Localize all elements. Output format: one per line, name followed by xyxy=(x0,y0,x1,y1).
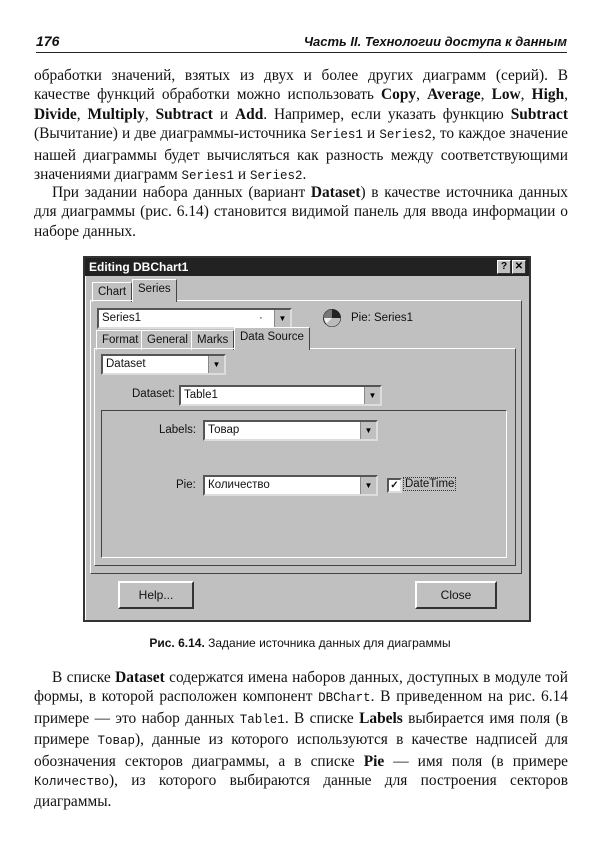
source-type-select[interactable]: Dataset ▼ xyxy=(101,354,226,375)
page-header xyxy=(36,30,567,53)
chevron-down-icon[interactable]: ▼ xyxy=(360,422,376,439)
labels-select[interactable]: Товар ▼ xyxy=(203,420,378,441)
dataset-select[interactable]: Table1 ▼ xyxy=(179,385,382,406)
pie-field-label: Pie: xyxy=(176,479,196,491)
tab-chart[interactable]: Chart xyxy=(92,282,132,302)
editing-dbchart-dialog xyxy=(83,256,531,622)
tab-general[interactable]: General xyxy=(141,330,194,350)
chevron-down-icon[interactable]: ▼ xyxy=(274,310,290,327)
close-icon[interactable]: ✕ xyxy=(512,260,526,274)
help-button[interactable]: Help... xyxy=(118,581,194,609)
pie-field-select[interactable]: Количество ▼ xyxy=(203,475,378,496)
paragraph-1: обработки значений, взятых из двух и более других диаграмм (серий). В качестве функций обработки можно использовать Copy, Average, Low, High, Divide, Multiply, Subtract и Add. Например, если указать функцию Subtract (Вычитание) и две диаграммы-источника Series1 и Series2, то каждое значение нашей диаграммы будет вычисляться как разность между соответствующими значениями диаграмм Series1 и Series2. xyxy=(34,67,568,184)
tab-marks[interactable]: Marks xyxy=(191,330,234,350)
paragraph-3: В списке Dataset содержатся имена наборов данных, доступных в модуле той формы, в которой расположен компонент DBChart. В приведенном на рис. 6.14 примере — это набор данных Table1. В списке Labels выбирается имя поля (в примере Товар), данные из которого используются в качестве надписей для обозначения секторов диаграммы, а в списке Pie — имя поля (в примере Количество), из которого выбираются данные для построения секторов диаграммы. xyxy=(34,669,569,811)
datetime-label: DateTime xyxy=(405,478,455,490)
figure-caption: Рис. 6.14. Задание источника данных для диаграммы xyxy=(149,636,451,650)
pie-series-label: Pie: Series1 xyxy=(351,312,414,324)
dialog-title-bar[interactable] xyxy=(85,258,529,276)
chevron-down-icon[interactable]: ▼ xyxy=(364,387,380,404)
page-number: 176 xyxy=(36,33,60,49)
dataset-label: Dataset: xyxy=(132,388,175,400)
help-icon[interactable]: ? xyxy=(497,260,511,274)
running-title: Часть II. Технологии доступа к данным xyxy=(303,34,567,49)
dialog-title: Editing DBChart1 xyxy=(89,260,189,274)
chevron-down-icon[interactable]: ▼ xyxy=(360,477,376,494)
series-select[interactable]: Series1 · ▼ xyxy=(97,308,292,329)
labels-label: Labels: xyxy=(159,424,197,436)
pie-chart-icon xyxy=(322,308,342,328)
tab-series[interactable]: Series xyxy=(132,279,177,302)
tab-format[interactable]: Format xyxy=(96,330,144,350)
chevron-down-icon[interactable]: ▼ xyxy=(208,356,224,373)
datetime-checkbox[interactable]: ✓ xyxy=(387,478,402,493)
tab-data-source[interactable]: Data Source xyxy=(234,327,310,350)
paragraph-2: При задании набора данных (вариант Dataset) в качестве источника данных для диаграммы (рис. 6.14) становится видимой панель для ввода информации о наборе данных. xyxy=(34,184,568,240)
close-button[interactable]: Close xyxy=(415,581,497,609)
